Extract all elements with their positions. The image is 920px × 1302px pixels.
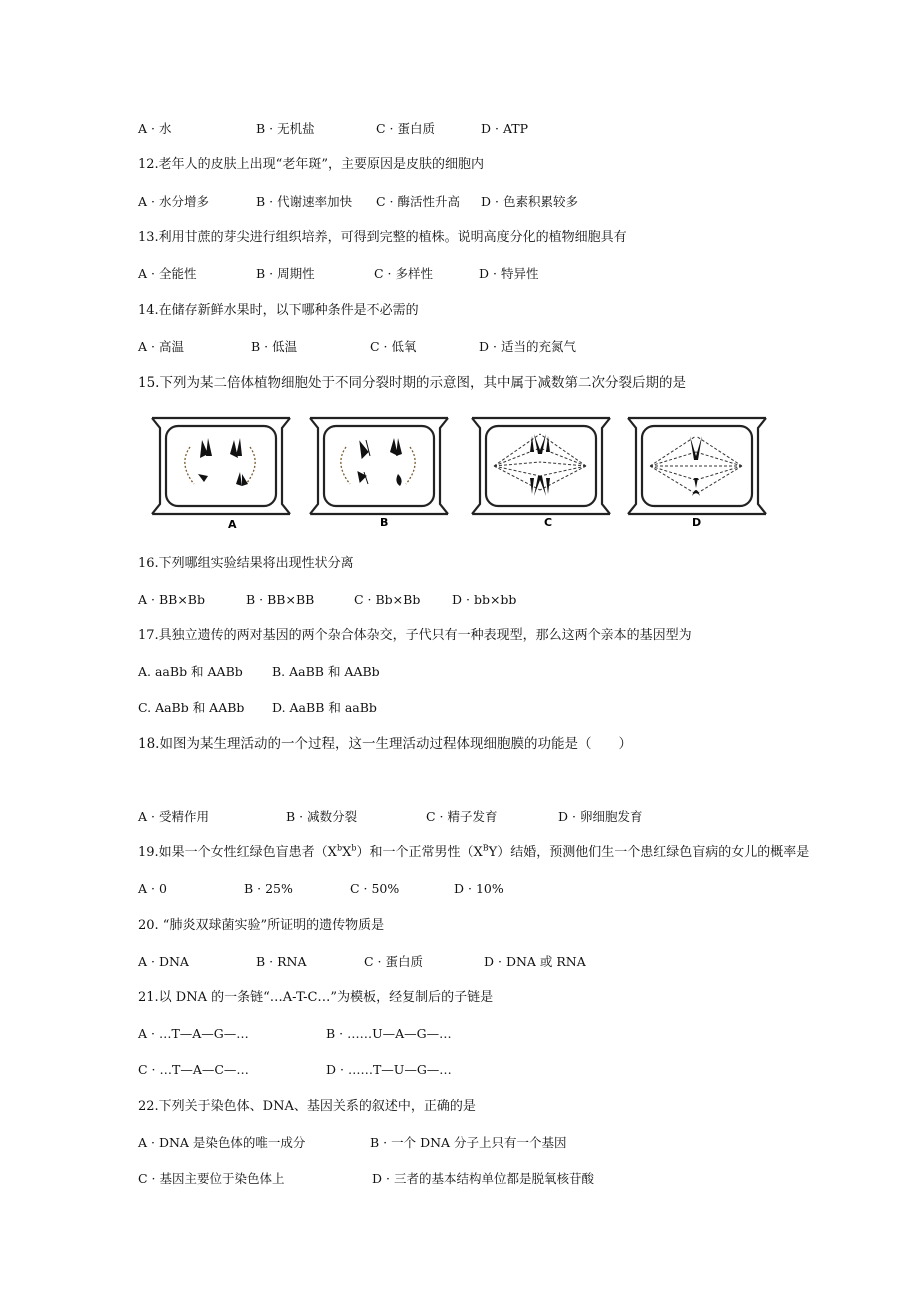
q20-option-b: B · RNA <box>256 954 307 969</box>
q16-option-d: D · bb×bb <box>452 592 517 607</box>
q17-option-b: B. AaBB 和 AABb <box>272 664 380 679</box>
q14-option-d: D · 适当的充氮气 <box>479 339 576 354</box>
q19-option-d: D · 10% <box>454 881 504 896</box>
figure-label-b: B <box>380 516 389 529</box>
q19-sup-1: b <box>336 843 343 853</box>
figure-label-a: A <box>228 518 237 531</box>
q19-stem-part-d: Y）结婚，预测他们生一个患红绿色盲病的女儿的概率是 <box>488 845 810 860</box>
q20-option-d: D · DNA 或 RNA <box>484 954 586 969</box>
q22-option-c: C · 基因主要位于染色体上 <box>138 1171 285 1186</box>
q18-option-c: C · 精子发育 <box>426 809 498 824</box>
q17-option-a: A. aaBb 和 AABb <box>138 664 243 679</box>
q21-option-c: C · …T—A—C—… <box>138 1062 249 1077</box>
q20-option-c: C · 蛋白质 <box>364 954 423 969</box>
q19-stem-part-a: 19.如果一个女性红绿色盲患者（X <box>138 845 337 860</box>
q21-stem: 21.以 DNA 的一条链“…A-T-C…”为模板，经复制后的子链是 <box>138 990 494 1005</box>
q19-sup-2: b <box>351 843 357 853</box>
q13-option-c: C · 多样性 <box>374 266 433 281</box>
q11-option-d: D · ATP <box>481 121 529 136</box>
q22-option-a: A · DNA 是染色体的唯一成分 <box>138 1135 306 1150</box>
q17-stem: 17.具独立遗传的两对基因的两个杂合体杂交，子代只有一种表现型，那么这两个亲本的基因型为 <box>138 628 692 643</box>
q19-stem <box>138 845 809 861</box>
q22-option-d: D · 三者的基本结构单位都是脱氧核苷酸 <box>372 1171 594 1186</box>
q14-option-a: A · 高温 <box>138 339 184 354</box>
q12-option-c: C · 酶活性升高 <box>376 194 460 209</box>
q19-option-b: B · 25% <box>244 881 293 896</box>
q19-stem-part-b: X <box>342 845 352 860</box>
q17-option-c: C. AaBb 和 AABb <box>138 700 245 715</box>
q12-option-d: D · 色素积累较多 <box>481 194 578 209</box>
q13-stem: 13.利用甘蔗的芽尖进行组织培养，可得到完整的植株。说明高度分化的植物细胞具有 <box>138 230 627 245</box>
q19-sup-3: B <box>482 843 489 853</box>
q20-option-a: A · DNA <box>138 954 189 969</box>
figure-label-d: D <box>692 516 702 529</box>
q11-option-c: C · 蛋白质 <box>376 121 435 136</box>
q18-option-b: B · 减数分裂 <box>286 809 358 824</box>
q18-option-a: A · 受精作用 <box>138 809 209 824</box>
q12-option-a: A · 水分增多 <box>138 194 209 209</box>
figure-label-c: C <box>544 516 553 529</box>
q15-stem: 15.下列为某二倍体植物细胞处于不同分裂时期的示意图，其中属于减数第二次分裂后期的是 <box>138 375 686 391</box>
q22-option-b: B · 一个 DNA 分子上只有一个基因 <box>370 1135 567 1150</box>
q13-option-b: B · 周期性 <box>256 266 315 281</box>
q19-option-a: A · 0 <box>138 881 167 896</box>
q11-option-b: B · 无机盐 <box>256 121 315 136</box>
cell-b <box>310 418 448 514</box>
q17-option-d: D. AaBB 和 aaBb <box>272 700 377 715</box>
q14-stem: 14.在储存新鲜水果时，以下哪种条件是不必需的 <box>138 303 419 318</box>
q12-option-b: B · 代谢速率加快 <box>256 194 353 209</box>
q19-option-c: C · 50% <box>350 881 400 896</box>
q21-option-d: D · ……T—U—G—… <box>326 1062 452 1077</box>
q22-stem: 22.下列关于染色体、DNA、基因关系的叙述中，正确的是 <box>138 1099 476 1114</box>
q16-option-b: B · BB×BB <box>246 592 315 607</box>
q13-option-a: A · 全能性 <box>138 266 197 281</box>
q14-option-b: B · 低温 <box>251 339 298 354</box>
q16-option-a: A · BB×Bb <box>138 592 205 607</box>
q13-option-d: D · 特异性 <box>479 266 539 281</box>
q18-option-d: D · 卵细胞发育 <box>558 809 643 824</box>
q21-option-b: B · ……U—A—G—… <box>326 1026 452 1041</box>
q21-option-a: A · …T—A—G—… <box>138 1026 249 1041</box>
q11-option-a: A · 水 <box>138 121 172 136</box>
q16-option-c: C · Bb×Bb <box>354 592 421 607</box>
q18-stem: 18.如图为某生理活动的一个过程，这一生理活动过程体现细胞膜的功能是（ ） <box>138 736 632 752</box>
cell-division-figure <box>140 410 772 532</box>
q14-option-c: C · 低氧 <box>370 339 417 354</box>
cell-a <box>152 418 290 514</box>
q12-stem: 12.老年人的皮肤上出现“老年斑”，主要原因是皮肤的细胞内 <box>138 157 484 172</box>
cell-d <box>628 418 766 514</box>
cell-c <box>472 418 610 514</box>
q20-stem: 20. “肺炎双球菌实验”所证明的遗传物质是 <box>138 918 385 933</box>
q16-stem: 16.下列哪组实验结果将出现性状分离 <box>138 556 354 571</box>
q19-stem-part-c: ）和一个正常男性（X <box>356 845 483 860</box>
